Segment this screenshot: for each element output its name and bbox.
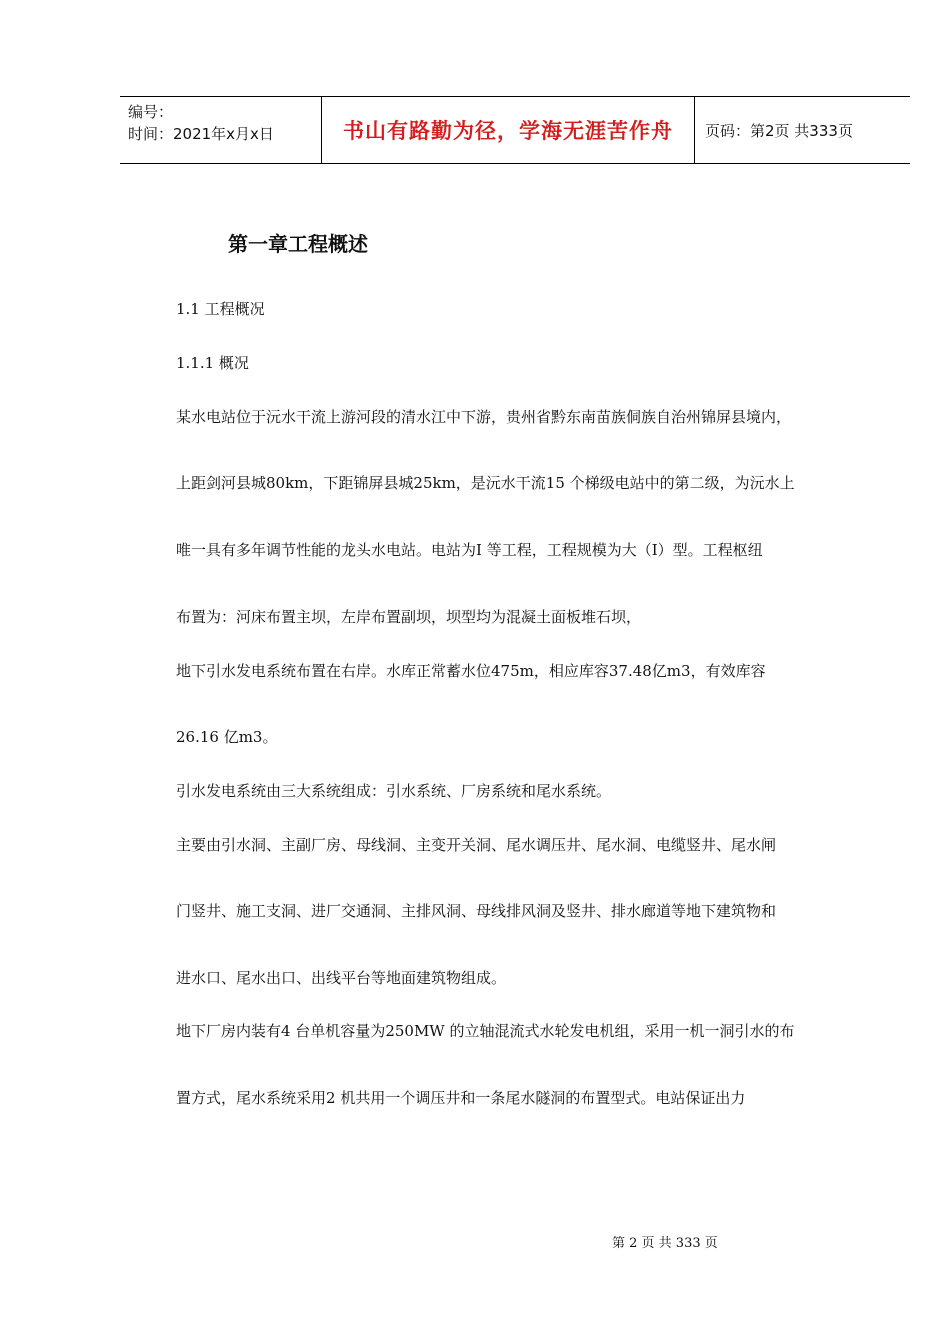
page-footer: 第 2 页 共 333 页: [612, 1236, 718, 1251]
body-line: 某水电站位于沅水干流上游河段的清水江中下游，贵州省黔东南苗族侗族自治州锦屏县境内，: [176, 408, 792, 426]
body-line: 进水口、尾水出口、出线平台等地面建筑物组成。: [176, 969, 507, 987]
id-label: 编号：: [128, 103, 174, 121]
body-line: 布置为：河床布置主坝，左岸布置副坝，坝型均为混凝土面板堆石坝，: [176, 608, 642, 626]
header-meta: [120, 97, 321, 163]
chapter-title: 第一章工程概述: [228, 232, 368, 256]
body-line: 唯一具有多年调节性能的龙头水电站。电站为Ⅰ 等工程，工程规模为大（Ⅰ）型。工程枢纽: [176, 541, 763, 559]
body-line: 上距剑河县城80km，下距锦屏县城25km，是沅水干流15 个梯级电站中的第二级，为沅水上: [176, 474, 795, 492]
body-line: 引水发电系统由三大系统组成：引水系统、厂房系统和尾水系统。: [176, 782, 612, 800]
page-header: [120, 96, 910, 164]
body-line: 置方式，尾水系统采用2 机共用一个调压井和一条尾水隧洞的布置型式。电站保证出力: [176, 1089, 746, 1107]
body-line: 门竖井、施工支洞、进厂交通洞、主排风洞、母线排风洞及竖井、排水廊道等地下建筑物和: [176, 902, 777, 920]
body-line: 主要由引水洞、主副厂房、母线洞、主变开关洞、尾水调压井、尾水洞、电缆竖井、尾水闸: [176, 836, 777, 854]
body-line: 地下厂房内装有4 台单机容量为250MW 的立轴混流式水轮发电机组，采用一机一洞引水的布: [176, 1022, 795, 1040]
section-heading: 1.1 工程概况: [176, 300, 265, 318]
time-label: 时间：2021年x月x日: [128, 125, 274, 143]
body-line: 26.16 亿m3。: [176, 728, 278, 746]
header-page-info: 页码：第2页 共333页: [705, 121, 853, 140]
subsection-heading: 1.1.1 概况: [176, 354, 249, 372]
body-line: 地下引水发电系统布置在右岸。水库正常蓄水位475m，相应库容37.48亿m3，有效库容: [176, 662, 766, 680]
header-motto: 书山有路勤为径，学海无涯苦作舟: [321, 97, 695, 163]
